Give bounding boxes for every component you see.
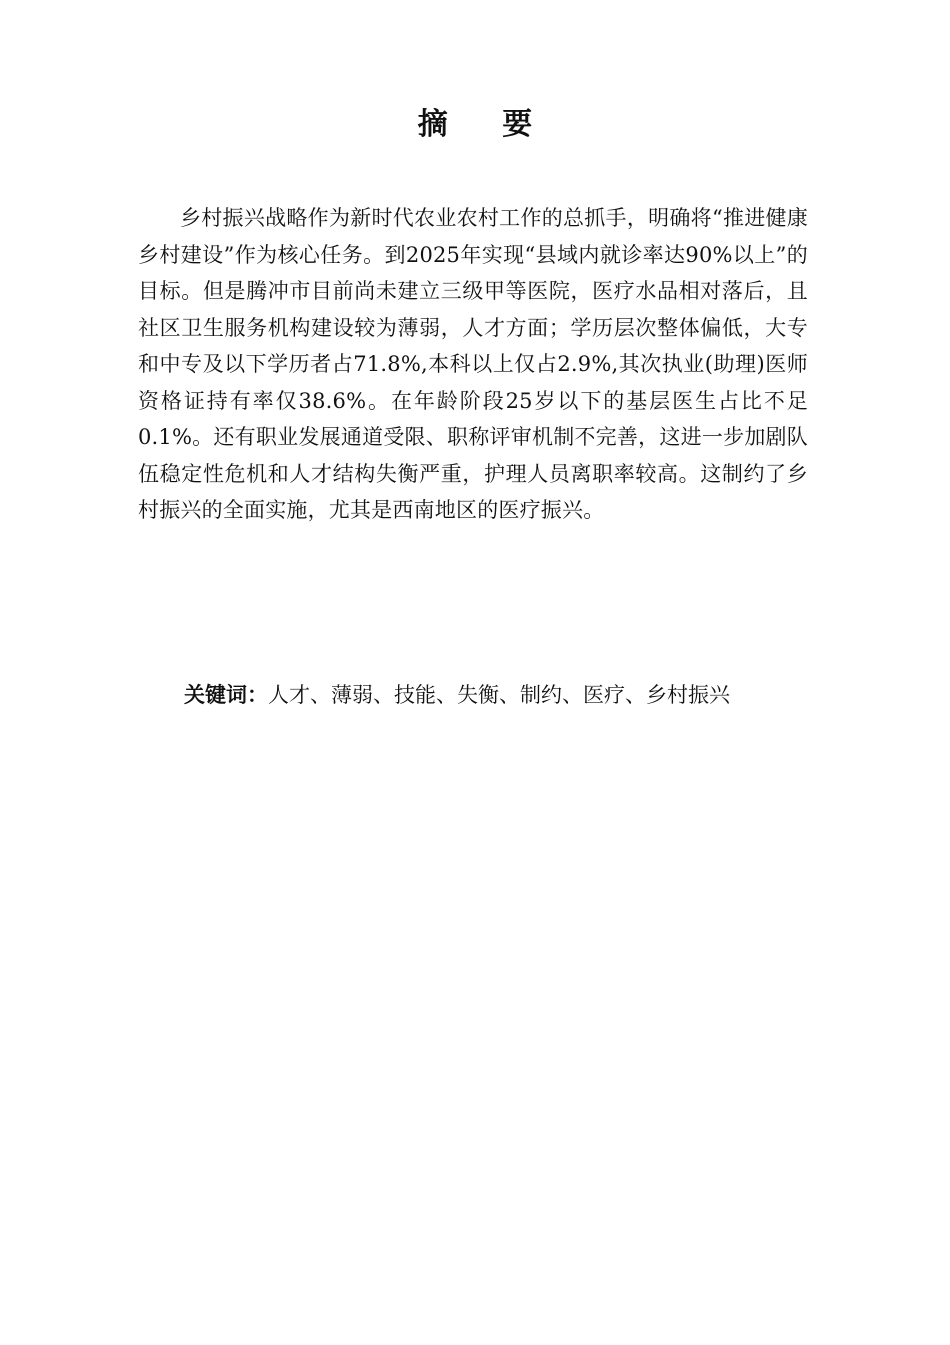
keywords-label: 关键词： <box>184 683 268 707</box>
keywords-line <box>184 677 824 713</box>
page-title: 摘 要 <box>417 107 555 142</box>
keywords-list: 人才、薄弱、技能、失衡、制约、医疗、乡村振兴 <box>268 683 730 707</box>
abstract-paragraph: 乡村振兴战略作为新时代农业农村工作的总抓手，明确将“推进健康乡村建设”作为核心任务。到2025年实现“县域内就诊率达90%以上”的目标。但是腾冲市目前尚未建立三级甲等医院，医疗水品相对落后，且社区卫生服务机构建设较为薄弱，人才方面；学历层次整体偏低，大专和中专及以下学历者占71.8%,本科以上仅占2.9%,其次执业(助理)医师资格证持有率仅38.6%。在年龄阶段25岁以下的基层医生占比不足0.1%。还有职业发展通道受限、职称评审机制不完善，这进一步加剧队伍稳定性危机和人才结构失衡严重，护理人员离职率较高。这制约了乡村振兴的全面实施，尤其是西南地区的医疗振兴。 <box>138 206 808 522</box>
